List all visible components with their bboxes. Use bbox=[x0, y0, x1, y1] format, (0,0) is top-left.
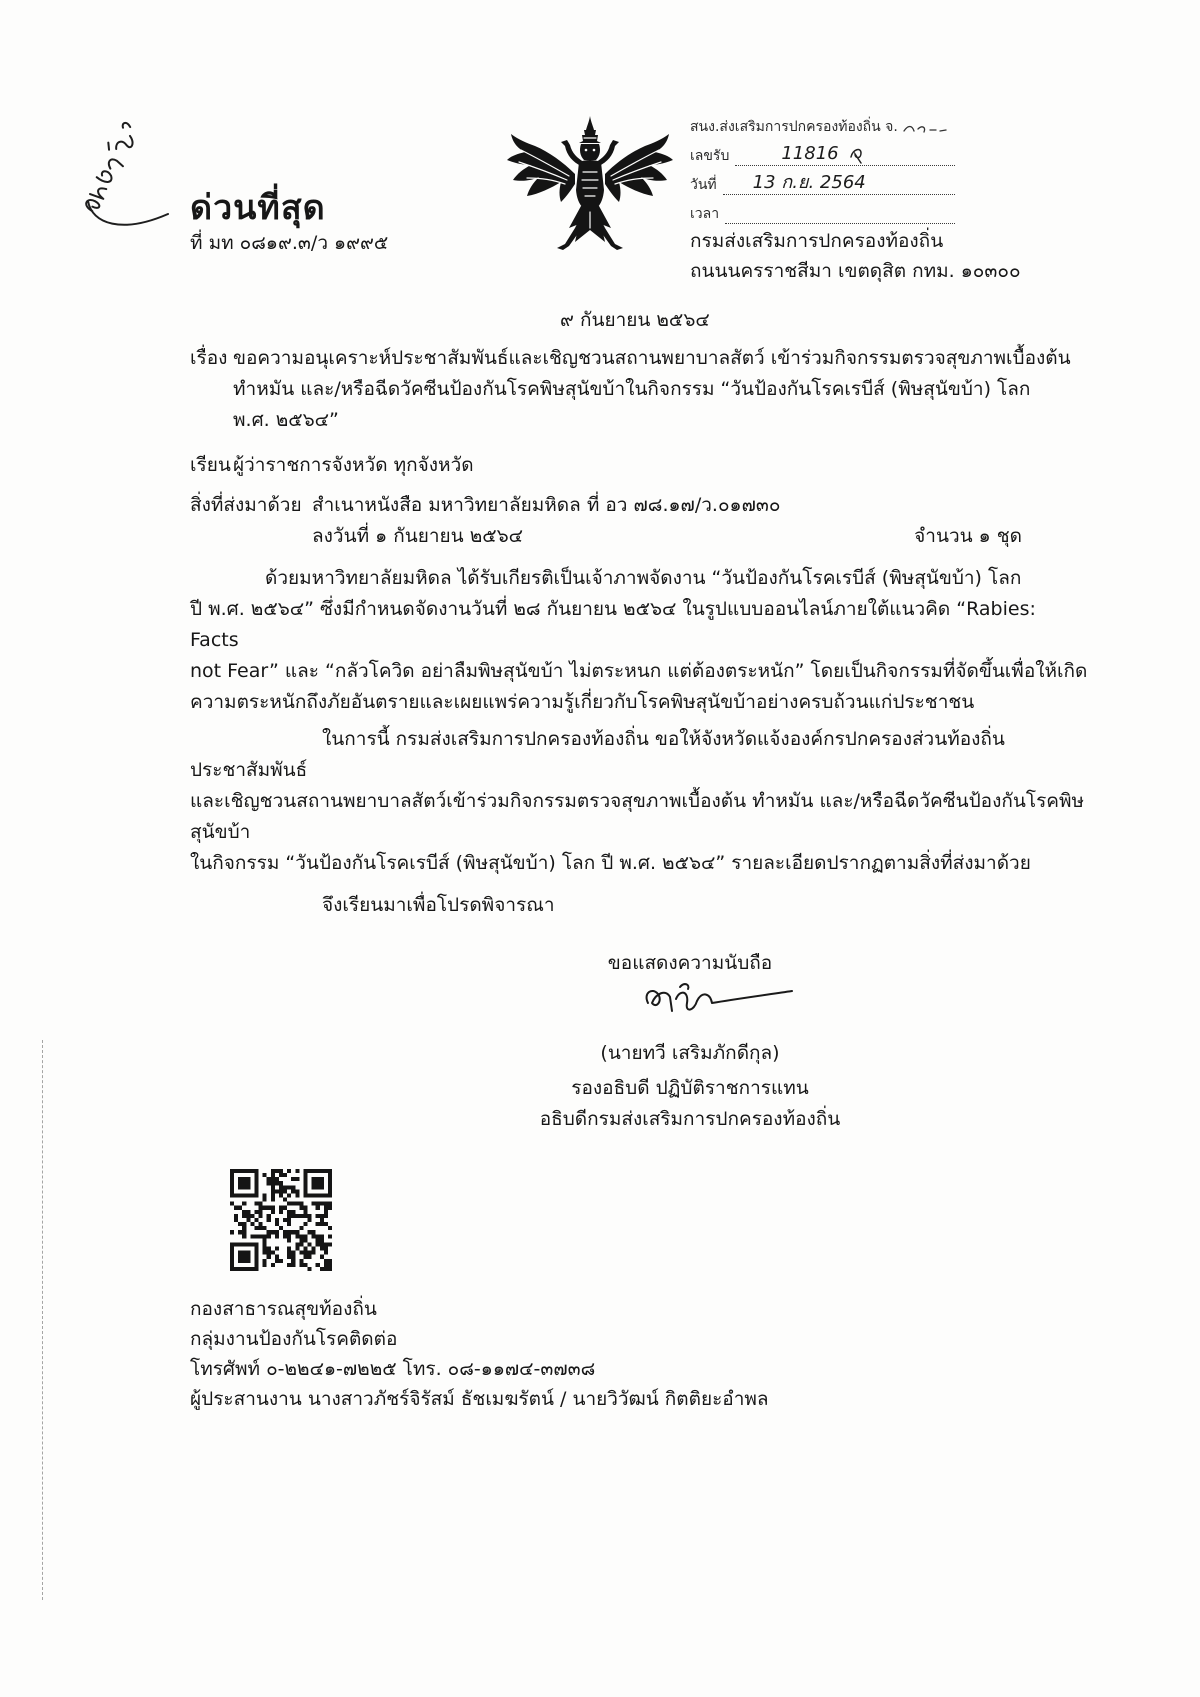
letter-date: ๙ กันยายน ๒๕๖๔ bbox=[560, 309, 710, 331]
stamp-office-handwriting bbox=[902, 119, 950, 137]
qr-code bbox=[230, 1169, 332, 1271]
signature-block bbox=[480, 948, 900, 1135]
subject-line: พ.ศ. ๒๕๖๔” bbox=[233, 409, 339, 431]
sender-name: กรมส่งเสริมการปกครองท้องถิ่น bbox=[690, 230, 944, 252]
paragraph-2 bbox=[190, 724, 1090, 879]
qr-code-wrapper bbox=[230, 1169, 332, 1271]
stamp-number-value: 11816 bbox=[781, 143, 839, 164]
stamp-number-label: เลขรับ bbox=[690, 148, 730, 164]
paragraph-line: ปี พ.ศ. ๒๕๖๔” ซึ่งมีกำหนดจัดงานวันที่ ๒๘ กันยายน ๒๕๖๔ ในรูปแบบออนไลน์ภายใต้แนวคิด “Rabies: Facts bbox=[190, 598, 1036, 651]
stamp-time-line bbox=[725, 205, 955, 224]
recipient-text: ผู้ว่าราชการจังหวัด ทุกจังหวัด bbox=[233, 454, 474, 476]
stamp-date-value: 13 ก.ย. 2564 bbox=[752, 172, 866, 193]
enclosure-text bbox=[312, 490, 1090, 552]
signatory-name: (นายทวี เสริมภักดีกุล) bbox=[600, 1042, 780, 1064]
enclosure-quantity: จำนวน ๑ ชุด bbox=[914, 525, 1022, 547]
garuda-emblem bbox=[505, 116, 675, 256]
paragraph-line: ในกิจกรรม “วันป้องกันโรคเรบีส์ (พิษสุนัขบ้า) โลก ปี พ.ศ. ๒๕๖๔” รายละเอียดปรากฏตามสิ่งที่ส่งมาด้วย bbox=[190, 852, 1031, 874]
stamp-date-label: วันที่ bbox=[690, 177, 717, 193]
contact-division: กองสาธารณสุขท้องถิ่น bbox=[190, 1298, 377, 1320]
urgency-heading: ด่วนที่สุด bbox=[190, 188, 326, 228]
paragraph-line: และเชิญชวนสถานพยาบาลสัตว์เข้าร่วมกิจกรรมตรวจสุขภาพเบื้องต้น ทำหมัน และ/หรือฉีดวัคซีนป้องกันโรคพิษสุนัขบ้า bbox=[190, 790, 1085, 843]
signatory-position: อธิบดีกรมส่งเสริมการปกครองท้องถิ่น bbox=[539, 1108, 841, 1130]
sender-address: ถนนนครราชสีมา เขตดุสิต กทม. ๑๐๓๐๐ bbox=[690, 260, 1021, 282]
paragraph-line: ความตระหนักถึงภัยอันตรายและเผยแพร่ความรู้เกี่ยวกับโรคพิษสุนัขบ้าอย่างครบถ้วนแก่ประชาชน bbox=[190, 691, 975, 713]
subject bbox=[190, 343, 1090, 436]
contact-group: กลุ่มงานป้องกันโรคติดต่อ bbox=[190, 1328, 398, 1350]
enclosure-date-row bbox=[312, 521, 1090, 552]
stamp-time-row bbox=[690, 195, 955, 224]
paragraph-1 bbox=[190, 563, 1090, 718]
stamp-date-line bbox=[723, 172, 955, 195]
stamp-office-row bbox=[690, 108, 955, 137]
scan-edge-artifact bbox=[42, 1040, 43, 1600]
enclosure-date: ลงวันที่ ๑ กันยายน ๒๕๖๔ bbox=[312, 525, 524, 547]
letter-body bbox=[190, 305, 1090, 1414]
contact-coordinator: ผู้ประสานงาน นางสาวภัชร์จิรัสม์ ธัชเมฆรัตน์ / นายวิวัฒน์ กิตติยะอำพล bbox=[190, 1388, 769, 1410]
recipient-label: เรียน bbox=[190, 454, 231, 476]
stamp-number-row bbox=[690, 137, 955, 166]
enclosure-line: สำเนาหนังสือ มหาวิทยาลัยมหิดล ที่ อว ๗๘.๑๗/ว.๐๑๗๓๐ bbox=[312, 494, 781, 516]
recipient bbox=[190, 450, 1090, 481]
contact-phone: โทรศัพท์ ๐-๒๒๔๑-๗๒๒๕ โทร. ๐๘-๑๑๗๔-๓๗๓๘ bbox=[190, 1358, 596, 1380]
subject-line: ทำหมัน และ/หรือฉีดวัคซีนป้องกันโรคพิษสุนัขบ้าในกิจกรรม “วันป้องกันโรคเรบีส์ (พิษสุนัขบ้า) โลก bbox=[233, 378, 1031, 400]
enclosure bbox=[190, 490, 1090, 552]
closing-phrase: ขอแสดงความนับถือ bbox=[607, 952, 773, 974]
paragraph-line: not Fear” และ “กลัวโควิด อย่าลืมพิษสุนัขบ้า ไม่ตระหนก แต่ต้องตระหนัก” โดยเป็นกิจกรรมที่จัดขึ้นเพื่อให้เกิด bbox=[190, 660, 1088, 682]
receipt-stamp bbox=[690, 108, 955, 224]
paragraph-line: ในการนี้ กรมส่งเสริมการปกครองท้องถิ่น ขอให้จังหวัดแจ้งองค์กรปกครองส่วนท้องถิ่น ประชาสัมพันธ์ bbox=[190, 728, 1005, 781]
handwritten-note bbox=[52, 106, 182, 238]
paragraph-line: ด้วยมหาวิทยาลัยมหิดล ได้รับเกียรติเป็นเจ้าภาพจัดงาน “วันป้องกันโรคเรบีส์ (พิษสุนัขบ้า) โลก bbox=[265, 567, 1022, 589]
contact-block bbox=[190, 1294, 1090, 1414]
stamp-time-label: เวลา bbox=[690, 206, 720, 222]
subject-text bbox=[233, 343, 1090, 436]
closing-request: จึงเรียนมาเพื่อโปรดพิจารณา bbox=[322, 894, 555, 916]
stamp-number-line bbox=[735, 143, 955, 166]
document-number: ที่ มท ๐๘๑๙.๓/ว ๑๙๙๕ bbox=[190, 232, 389, 254]
handwritten-signature bbox=[480, 979, 900, 1038]
stamp-office: สนง.ส่งเสริมการปกครองท้องถิ่น จ. bbox=[690, 119, 898, 135]
subject-label: เรื่อง bbox=[190, 347, 228, 369]
subject-line: ขอความอนุเคราะห์ประชาสัมพันธ์และเชิญชวนสถานพยาบาลสัตว์ เข้าร่วมกิจกรรมตรวจสุขภาพเบื้องต้น bbox=[233, 347, 1071, 369]
enclosure-label: สิ่งที่ส่งมาด้วย bbox=[190, 494, 302, 516]
stamp-date-row bbox=[690, 166, 955, 195]
signatory-position: รองอธิบดี ปฏิบัติราชการแทน bbox=[571, 1077, 809, 1099]
stamp-initials-mark bbox=[847, 143, 873, 165]
